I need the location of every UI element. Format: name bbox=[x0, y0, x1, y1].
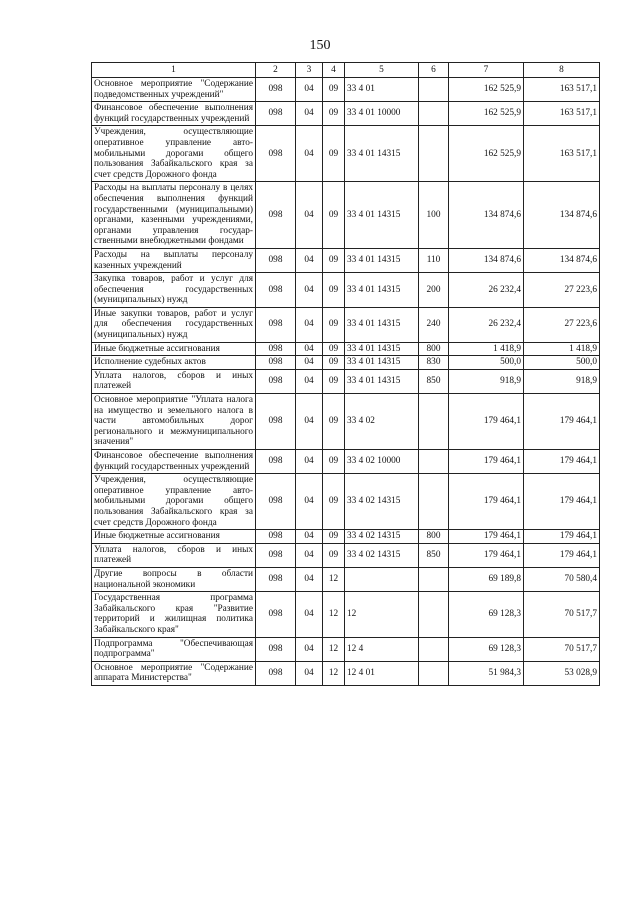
row-amount-year2: 134 874,6 bbox=[524, 182, 600, 249]
row-subsection: 09 bbox=[323, 543, 345, 567]
row-expense-type bbox=[419, 394, 449, 450]
row-section: 04 bbox=[296, 356, 323, 370]
row-expense-type bbox=[419, 102, 449, 126]
row-target-article: 33 4 02 14315 bbox=[345, 530, 419, 544]
row-amount-year2: 179 464,1 bbox=[524, 530, 600, 544]
table-row bbox=[92, 182, 600, 249]
table-row bbox=[92, 567, 600, 591]
table-row bbox=[92, 661, 600, 685]
row-name: Подпрограмма "Обеспечивающая подпрограмма" bbox=[92, 637, 256, 661]
table-row bbox=[92, 394, 600, 450]
row-amount-year2: 70 517,7 bbox=[524, 637, 600, 661]
row-admin-code: 098 bbox=[256, 342, 296, 356]
row-section: 04 bbox=[296, 342, 323, 356]
column-header: 3 bbox=[296, 63, 323, 78]
row-amount-year2: 179 464,1 bbox=[524, 474, 600, 530]
row-expense-type bbox=[419, 78, 449, 102]
row-section: 04 bbox=[296, 450, 323, 474]
row-expense-type: 800 bbox=[419, 342, 449, 356]
row-admin-code: 098 bbox=[256, 273, 296, 308]
row-amount-year2: 179 464,1 bbox=[524, 450, 600, 474]
row-amount-year2: 1 418,9 bbox=[524, 342, 600, 356]
table-row bbox=[92, 543, 600, 567]
row-name: Основное мероприятие "Содержание подведомственных учреждений" bbox=[92, 78, 256, 102]
row-amount-year2: 53 028,9 bbox=[524, 661, 600, 685]
row-subsection: 09 bbox=[323, 450, 345, 474]
row-amount-year1: 179 464,1 bbox=[449, 474, 524, 530]
row-target-article: 12 4 bbox=[345, 637, 419, 661]
row-target-article: 33 4 02 14315 bbox=[345, 474, 419, 530]
row-admin-code: 098 bbox=[256, 307, 296, 342]
row-amount-year1: 179 464,1 bbox=[449, 543, 524, 567]
table-row bbox=[92, 102, 600, 126]
row-amount-year2: 70 517,7 bbox=[524, 592, 600, 637]
row-subsection: 12 bbox=[323, 637, 345, 661]
row-expense-type: 850 bbox=[419, 369, 449, 393]
row-amount-year1: 162 525,9 bbox=[449, 126, 524, 182]
row-subsection: 09 bbox=[323, 102, 345, 126]
row-amount-year2: 918,9 bbox=[524, 369, 600, 393]
row-amount-year1: 500,0 bbox=[449, 356, 524, 370]
row-admin-code: 098 bbox=[256, 661, 296, 685]
row-amount-year1: 69 128,3 bbox=[449, 637, 524, 661]
row-name: Государственная программа Забайкальского края "Развитие территорий и жилищная политика Забайкальского края" bbox=[92, 592, 256, 637]
row-amount-year1: 179 464,1 bbox=[449, 450, 524, 474]
row-expense-type bbox=[419, 592, 449, 637]
row-subsection: 09 bbox=[323, 530, 345, 544]
row-amount-year2: 163 517,1 bbox=[524, 78, 600, 102]
row-target-article: 33 4 01 14315 bbox=[345, 182, 419, 249]
row-admin-code: 098 bbox=[256, 78, 296, 102]
table-body bbox=[92, 78, 600, 686]
row-target-article: 33 4 01 14315 bbox=[345, 356, 419, 370]
row-target-article: 33 4 01 14315 bbox=[345, 248, 419, 272]
row-target-article: 33 4 01 14315 bbox=[345, 126, 419, 182]
row-section: 04 bbox=[296, 248, 323, 272]
row-expense-type bbox=[419, 637, 449, 661]
row-subsection: 09 bbox=[323, 342, 345, 356]
row-admin-code: 098 bbox=[256, 102, 296, 126]
row-target-article: 33 4 01 14315 bbox=[345, 342, 419, 356]
row-section: 04 bbox=[296, 637, 323, 661]
row-expense-type bbox=[419, 567, 449, 591]
row-name: Другие вопросы в области национальной экономики bbox=[92, 567, 256, 591]
row-expense-type: 200 bbox=[419, 273, 449, 308]
row-amount-year1: 69 189,8 bbox=[449, 567, 524, 591]
row-target-article: 33 4 01 14315 bbox=[345, 273, 419, 308]
row-target-article: 33 4 02 10000 bbox=[345, 450, 419, 474]
row-subsection: 09 bbox=[323, 307, 345, 342]
row-subsection: 09 bbox=[323, 182, 345, 249]
column-header: 8 bbox=[524, 63, 600, 78]
row-admin-code: 098 bbox=[256, 126, 296, 182]
row-section: 04 bbox=[296, 530, 323, 544]
row-expense-type: 240 bbox=[419, 307, 449, 342]
table-row bbox=[92, 530, 600, 544]
column-header: 2 bbox=[256, 63, 296, 78]
row-subsection: 12 bbox=[323, 592, 345, 637]
row-expense-type bbox=[419, 474, 449, 530]
table-row bbox=[92, 592, 600, 637]
row-admin-code: 098 bbox=[256, 369, 296, 393]
column-header: 1 bbox=[92, 63, 256, 78]
row-admin-code: 098 bbox=[256, 530, 296, 544]
row-name: Учреждения, осуществляющие оперативное управление автомобильными дорогами общего пользования Забайкальского края за счет средств Дорожного фонда bbox=[92, 474, 256, 530]
row-section: 04 bbox=[296, 102, 323, 126]
table-row bbox=[92, 450, 600, 474]
row-name: Иные закупки товаров, работ и услуг для обеспечения государственных (муниципальных) нужд bbox=[92, 307, 256, 342]
row-admin-code: 098 bbox=[256, 567, 296, 591]
row-expense-type: 100 bbox=[419, 182, 449, 249]
row-expense-type bbox=[419, 450, 449, 474]
row-amount-year2: 163 517,1 bbox=[524, 102, 600, 126]
row-name: Финансовое обеспечение выполнения функций государственных учреждений bbox=[92, 450, 256, 474]
row-amount-year1: 51 984,3 bbox=[449, 661, 524, 685]
row-section: 04 bbox=[296, 394, 323, 450]
row-amount-year1: 162 525,9 bbox=[449, 102, 524, 126]
column-header: 4 bbox=[323, 63, 345, 78]
row-name: Уплата налогов, сборов и иных платежей bbox=[92, 543, 256, 567]
table-row bbox=[92, 369, 600, 393]
column-header: 7 bbox=[449, 63, 524, 78]
row-name: Расходы на выплаты персоналу в целях обеспечения выполнения функций государственными (муниципальными) органами, казенными учреждениями, органами управления государственными внебюджетными фондами bbox=[92, 182, 256, 249]
row-amount-year2: 500,0 bbox=[524, 356, 600, 370]
page-number: 150 bbox=[309, 38, 331, 53]
row-section: 04 bbox=[296, 474, 323, 530]
row-name: Иные бюджетные ассигнования bbox=[92, 342, 256, 356]
table-row bbox=[92, 342, 600, 356]
row-name: Финансовое обеспечение выполнения функций государственных учреждений bbox=[92, 102, 256, 126]
row-amount-year2: 27 223,6 bbox=[524, 307, 600, 342]
table-row bbox=[92, 307, 600, 342]
row-subsection: 09 bbox=[323, 474, 345, 530]
row-name: Иные бюджетные ассигнования bbox=[92, 530, 256, 544]
row-name: Уплата налогов, сборов и иных платежей bbox=[92, 369, 256, 393]
column-header: 5 bbox=[345, 63, 419, 78]
row-target-article: 33 4 01 10000 bbox=[345, 102, 419, 126]
row-amount-year1: 179 464,1 bbox=[449, 530, 524, 544]
row-admin-code: 098 bbox=[256, 637, 296, 661]
row-amount-year1: 69 128,3 bbox=[449, 592, 524, 637]
row-section: 04 bbox=[296, 182, 323, 249]
budget-table bbox=[91, 62, 600, 686]
row-amount-year2: 27 223,6 bbox=[524, 273, 600, 308]
row-section: 04 bbox=[296, 369, 323, 393]
row-section: 04 bbox=[296, 273, 323, 308]
row-admin-code: 098 bbox=[256, 182, 296, 249]
row-target-article: 33 4 01 14315 bbox=[345, 369, 419, 393]
row-name: Расходы на выплаты персоналу казенных учреждений bbox=[92, 248, 256, 272]
row-amount-year1: 162 525,9 bbox=[449, 78, 524, 102]
table-row bbox=[92, 78, 600, 102]
row-admin-code: 098 bbox=[256, 474, 296, 530]
row-subsection: 09 bbox=[323, 356, 345, 370]
row-name: Закупка товаров, работ и услуг для обеспечения государственных (муниципальных) нужд bbox=[92, 273, 256, 308]
row-name: Исполнение судебных актов bbox=[92, 356, 256, 370]
row-expense-type: 830 bbox=[419, 356, 449, 370]
row-section: 04 bbox=[296, 661, 323, 685]
table-row bbox=[92, 637, 600, 661]
row-subsection: 09 bbox=[323, 273, 345, 308]
row-section: 04 bbox=[296, 307, 323, 342]
row-amount-year2: 179 464,1 bbox=[524, 394, 600, 450]
table-row bbox=[92, 126, 600, 182]
row-amount-year2: 70 580,4 bbox=[524, 567, 600, 591]
row-target-article: 33 4 02 14315 bbox=[345, 543, 419, 567]
row-amount-year2: 179 464,1 bbox=[524, 543, 600, 567]
row-amount-year2: 163 517,1 bbox=[524, 126, 600, 182]
row-target-article: 12 4 01 bbox=[345, 661, 419, 685]
column-header: 6 bbox=[419, 63, 449, 78]
row-target-article: 33 4 01 14315 bbox=[345, 307, 419, 342]
row-amount-year1: 179 464,1 bbox=[449, 394, 524, 450]
row-name: Основное мероприятие "Уплата налога на имущество и земельного налога в части автомобильных дорог регионального и межмуниципального значения" bbox=[92, 394, 256, 450]
row-expense-type: 110 bbox=[419, 248, 449, 272]
row-amount-year1: 134 874,6 bbox=[449, 182, 524, 249]
table-row bbox=[92, 273, 600, 308]
row-expense-type bbox=[419, 126, 449, 182]
row-subsection: 12 bbox=[323, 661, 345, 685]
row-section: 04 bbox=[296, 78, 323, 102]
table-row bbox=[92, 474, 600, 530]
row-target-article: 12 bbox=[345, 592, 419, 637]
row-section: 04 bbox=[296, 592, 323, 637]
row-subsection: 09 bbox=[323, 394, 345, 450]
row-admin-code: 098 bbox=[256, 450, 296, 474]
row-admin-code: 098 bbox=[256, 356, 296, 370]
row-section: 04 bbox=[296, 567, 323, 591]
row-section: 04 bbox=[296, 126, 323, 182]
row-name: Основное мероприятие "Содержание аппарата Министерства" bbox=[92, 661, 256, 685]
table-row bbox=[92, 248, 600, 272]
row-subsection: 09 bbox=[323, 126, 345, 182]
row-expense-type: 850 bbox=[419, 543, 449, 567]
row-amount-year1: 1 418,9 bbox=[449, 342, 524, 356]
row-expense-type bbox=[419, 661, 449, 685]
row-subsection: 09 bbox=[323, 248, 345, 272]
row-admin-code: 098 bbox=[256, 543, 296, 567]
row-admin-code: 098 bbox=[256, 592, 296, 637]
row-amount-year1: 26 232,4 bbox=[449, 273, 524, 308]
row-target-article bbox=[345, 567, 419, 591]
row-amount-year1: 134 874,6 bbox=[449, 248, 524, 272]
row-subsection: 09 bbox=[323, 369, 345, 393]
row-amount-year1: 26 232,4 bbox=[449, 307, 524, 342]
row-amount-year2: 134 874,6 bbox=[524, 248, 600, 272]
row-expense-type: 800 bbox=[419, 530, 449, 544]
row-admin-code: 098 bbox=[256, 248, 296, 272]
row-name: Учреждения, осуществляющие оперативное управление автомобильными дорогами общего пользования Забайкальского края за счет средств Дорожного фонда bbox=[92, 126, 256, 182]
row-subsection: 12 bbox=[323, 567, 345, 591]
row-admin-code: 098 bbox=[256, 394, 296, 450]
row-section: 04 bbox=[296, 543, 323, 567]
row-target-article: 33 4 02 bbox=[345, 394, 419, 450]
row-subsection: 09 bbox=[323, 78, 345, 102]
table-row bbox=[92, 356, 600, 370]
row-target-article: 33 4 01 bbox=[345, 78, 419, 102]
row-amount-year1: 918,9 bbox=[449, 369, 524, 393]
table-header-row bbox=[92, 63, 600, 78]
